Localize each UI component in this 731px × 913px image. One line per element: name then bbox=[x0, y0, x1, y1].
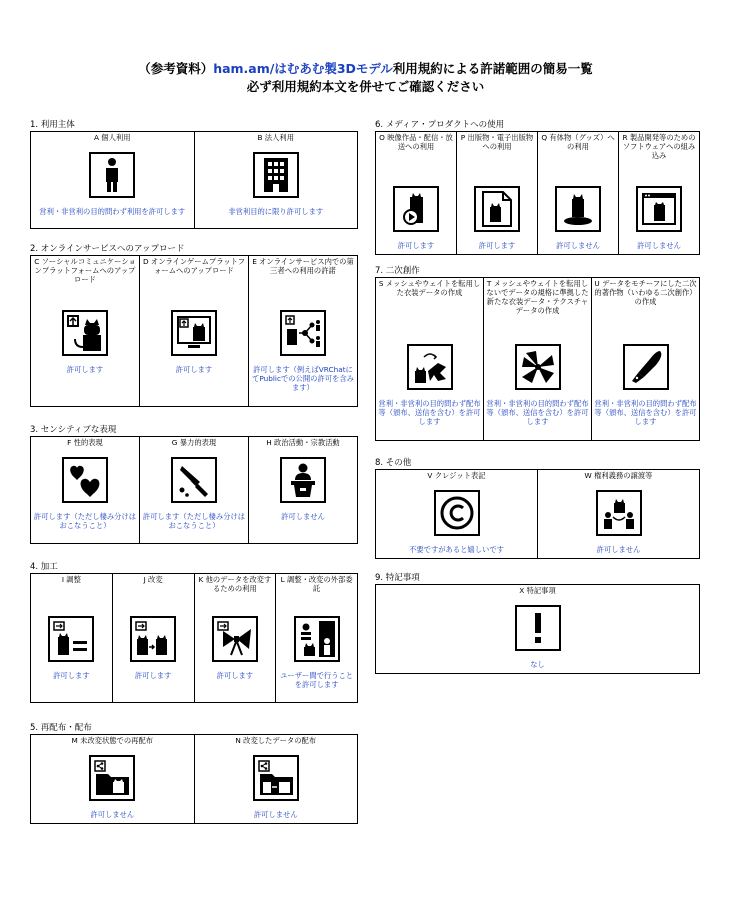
cell-w bbox=[538, 470, 700, 559]
cell-r bbox=[619, 132, 700, 255]
folder-modified-icon bbox=[253, 755, 299, 801]
cell-answer: なし bbox=[530, 660, 545, 669]
section-7 bbox=[375, 266, 700, 441]
cell-p bbox=[457, 132, 538, 255]
cell-h bbox=[249, 437, 358, 544]
cell-header: R 製品開発等のためのソフトウェアへの組み込み bbox=[622, 133, 696, 160]
cell-answer: 許可します bbox=[216, 671, 254, 680]
folder-share-icon bbox=[89, 755, 135, 801]
cell-answer: 許可します（ただし棲み分けはおこなうこと） bbox=[33, 512, 137, 530]
cell-header: V クレジット表記 bbox=[427, 471, 486, 480]
title-notice: 必ず利用規約本文を併せてご確認ください bbox=[246, 79, 485, 94]
cell-header: E オンラインサービス内での第三者への利用の許諾 bbox=[252, 257, 354, 275]
cell-answer: 営利・非営利の目的問わず配布等（頒布、送信を含む）を許可します bbox=[378, 399, 481, 426]
section-table bbox=[30, 573, 358, 703]
cell-answer: 許可します bbox=[66, 365, 104, 374]
section-table bbox=[30, 734, 358, 824]
cell-header: O 映像作品・配信・放送への利用 bbox=[379, 133, 453, 151]
knife-icon bbox=[171, 457, 217, 503]
cell-header: P 出版物・電子出版物への利用 bbox=[460, 133, 534, 151]
section-9 bbox=[375, 573, 700, 674]
cell-answer: 許可します（例えばVRChatにてPublicでの公開の許可を含みます） bbox=[252, 365, 354, 392]
cell-answer: 許可します bbox=[397, 241, 435, 250]
section-2 bbox=[30, 244, 358, 407]
cell-header: M 未改変状態での再配布 bbox=[71, 736, 154, 745]
exclamation-icon bbox=[515, 605, 561, 651]
cell-header: B 法人利用 bbox=[257, 133, 294, 142]
cell-x bbox=[376, 585, 700, 674]
person-icon bbox=[89, 152, 135, 198]
cell-answer: 許可しません bbox=[90, 810, 135, 819]
podium-icon bbox=[280, 457, 326, 503]
upload-cat-icon bbox=[62, 310, 108, 356]
outsource-icon bbox=[294, 616, 340, 662]
cell-header: S メッシュやウェイトを転用した衣装データの作成 bbox=[378, 279, 481, 297]
section-6 bbox=[375, 120, 700, 255]
cloth-icon bbox=[515, 344, 561, 390]
cell-header: G 暴力的表現 bbox=[171, 438, 217, 447]
section-label: 4. 加工 bbox=[30, 562, 58, 572]
title-suffix: 利用規約による許諾範囲の簡易一覧 bbox=[392, 61, 593, 76]
cell-e bbox=[249, 256, 358, 407]
modify-icon bbox=[130, 616, 176, 662]
cell-b bbox=[194, 132, 358, 229]
cell-header: I 調整 bbox=[61, 575, 81, 584]
cell-v bbox=[376, 470, 538, 559]
section-label: 3. センシティブな表現 bbox=[30, 425, 117, 435]
software-icon bbox=[636, 186, 682, 232]
cell-header: Q 有体物（グッズ）への利用 bbox=[541, 133, 615, 151]
cell-t bbox=[484, 278, 592, 441]
title-prefix: （参考資料） bbox=[138, 61, 214, 76]
cell-header: H 政治活動・宗教活動 bbox=[266, 438, 340, 447]
cell-answer: 営利・非営利の目的問わず配布等（頒布、送信を含む）を許可します bbox=[594, 399, 697, 426]
cell-i bbox=[31, 574, 113, 703]
cell-answer: 許可しません bbox=[596, 545, 641, 554]
cell-j bbox=[112, 574, 194, 703]
cell-k bbox=[194, 574, 276, 703]
section-table bbox=[375, 584, 700, 674]
cloth-transfer-icon bbox=[407, 344, 453, 390]
adjust-icon bbox=[48, 616, 94, 662]
section-3 bbox=[30, 425, 358, 544]
cell-answer: 許可します bbox=[175, 365, 213, 374]
page-title bbox=[0, 60, 731, 96]
cell-c bbox=[31, 256, 140, 407]
cell-answer: 許可します bbox=[134, 671, 172, 680]
cell-answer: 許可します（ただし棲み分けはおこなうこと） bbox=[142, 512, 246, 530]
cell-answer: 許可します bbox=[478, 241, 516, 250]
section-table bbox=[375, 469, 700, 559]
section-table bbox=[30, 436, 358, 544]
cell-n bbox=[194, 735, 358, 824]
section-label: 8. その他 bbox=[375, 458, 412, 468]
cell-u bbox=[592, 278, 700, 441]
cell-header: K 他のデータを改変するための利用 bbox=[198, 575, 272, 593]
cell-f bbox=[31, 437, 140, 544]
copyright-icon bbox=[434, 490, 480, 536]
section-table bbox=[30, 255, 358, 407]
monitor-upload-icon bbox=[171, 310, 217, 356]
section-table bbox=[30, 131, 358, 229]
cell-answer: 許可しません bbox=[281, 512, 325, 521]
title-link[interactable]: ham.am/はむあむ製3Dモデル bbox=[213, 61, 393, 76]
cell-answer: 許可しません bbox=[253, 810, 298, 819]
cell-answer: ユーザー間で行うことを許可します bbox=[280, 671, 354, 689]
section-label: 1. 利用主体 bbox=[30, 120, 75, 130]
cell-answer: 不要ですがあると嬉しいです bbox=[409, 545, 504, 554]
cell-header: X 特記事項 bbox=[519, 586, 556, 595]
pen-icon bbox=[623, 344, 669, 390]
cell-o bbox=[376, 132, 457, 255]
cell-header: J 改変 bbox=[143, 575, 163, 584]
cell-header: F 性的表現 bbox=[67, 438, 103, 447]
section-table bbox=[375, 131, 700, 255]
section-4 bbox=[30, 562, 358, 703]
section-5 bbox=[30, 723, 358, 824]
share-users-icon bbox=[280, 310, 326, 356]
cell-m bbox=[31, 735, 195, 824]
building-icon bbox=[253, 152, 299, 198]
cell-answer: 許可しません bbox=[556, 241, 600, 250]
section-label: 9. 特記事項 bbox=[375, 573, 420, 583]
section-1 bbox=[30, 120, 358, 229]
cell-q bbox=[538, 132, 619, 255]
cell-answer: 許可します bbox=[53, 671, 90, 680]
cell-header: D オンラインゲームプラットフォームへのアップロード bbox=[142, 257, 246, 275]
transfer-icon bbox=[596, 490, 642, 536]
cell-l bbox=[276, 574, 358, 703]
cell-answer: 営利・非営利の目的問わず配布等（頒布、送信を含む）を許可します bbox=[486, 399, 589, 426]
cell-g bbox=[140, 437, 249, 544]
cell-d bbox=[140, 256, 249, 407]
cell-header: L 調整・改変の外部委託 bbox=[280, 575, 353, 593]
section-table bbox=[375, 277, 700, 441]
figure-icon bbox=[555, 186, 601, 232]
section-label: 5. 再配布・配布 bbox=[30, 723, 92, 733]
section-label: 7. 二次創作 bbox=[375, 266, 420, 276]
cell-header: U データをモチーフにした二次的著作物（いわゆる二次創作）の作成 bbox=[594, 279, 697, 306]
document-icon bbox=[474, 186, 520, 232]
cell-answer: 非営利目的に限り許可します bbox=[228, 207, 324, 216]
cell-a bbox=[31, 132, 195, 229]
cell-answer: 営利・非営利の目的問わず利用を許可します bbox=[39, 207, 186, 216]
video-icon bbox=[393, 186, 439, 232]
cell-header: T メッシュやウェイトを転用しないでデータの規格に準拠した新たな衣装データ・テクスチャデータの作成 bbox=[486, 279, 589, 315]
cell-header: W 権利義務の譲渡等 bbox=[584, 471, 653, 480]
cell-header: N 改変したデータの配布 bbox=[235, 736, 317, 745]
cell-header: A 個人利用 bbox=[94, 133, 131, 142]
hearts-icon bbox=[62, 457, 108, 503]
cell-s bbox=[376, 278, 484, 441]
cell-answer: 許可しません bbox=[637, 241, 681, 250]
section-label: 6. メディア・プロダクトへの使用 bbox=[375, 120, 505, 130]
bow-icon bbox=[212, 616, 258, 662]
cell-header: C ソーシャルコミュニケーションプラットフォームへのアップロード bbox=[34, 257, 136, 284]
section-label: 2. オンラインサービスへのアップロード bbox=[30, 244, 185, 254]
section-8 bbox=[375, 458, 700, 559]
